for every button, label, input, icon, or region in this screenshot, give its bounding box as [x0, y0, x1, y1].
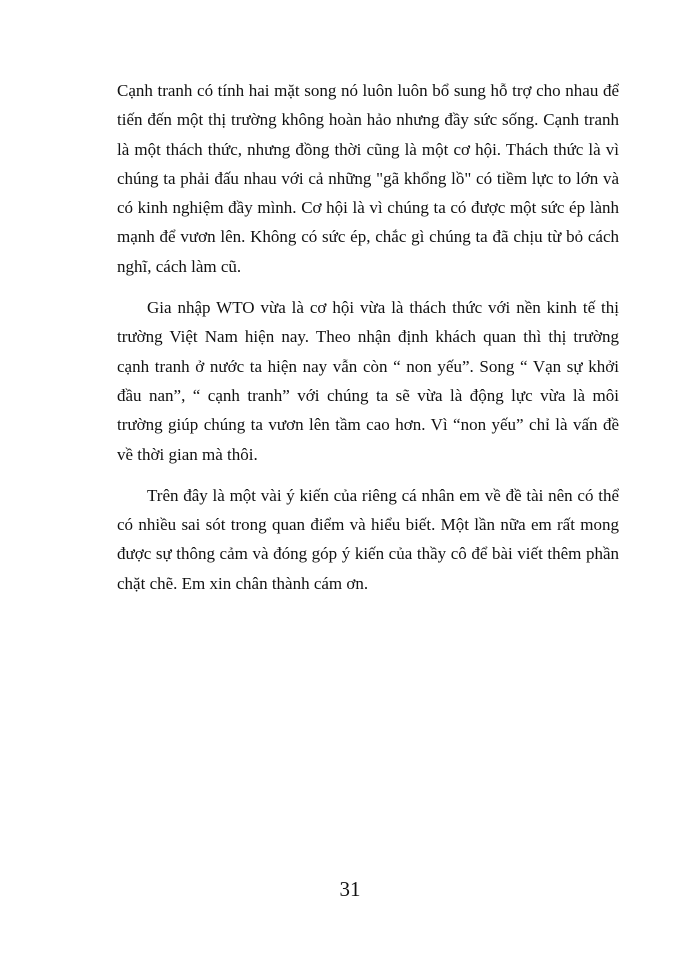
paragraph-competition: Cạnh tranh có tính hai mặt song nó luôn luôn bổ sung hỗ trợ cho nhau để tiến đến một thị trường không hoàn hảo nhưng đầy sức sống. Cạnh tranh là một thách thức, nhưng đồng thời cũng là một cơ hội. Thách thức là vì chúng ta phải đấu nhau với cả những "gã khổng lồ" có tiềm lực to lớn và có kinh nghiệm đầy mình. Cơ hội là vì chúng ta có được một sức ép lành mạnh để vươn lên. Không có sức ép, chắc gì chúng ta đã chịu từ bỏ cách nghĩ, cách làm cũ. — [117, 81, 619, 276]
body-text — [117, 76, 619, 610]
paragraph-wto: Gia nhập WTO vừa là cơ hội vừa là thách thức với nền kinh tế thị trường Việt Nam hiện nay. Theo nhận định khách quan thì thị trường cạnh tranh ở nước ta hiện nay vẫn còn “ non yếu”. Song “ Vạn sự khởi đầu nan”, “ cạnh tranh” với chúng ta sẽ vừa là động lực vừa là môi trường giúp chúng ta vươn lên tầm cao hơn. Vì “non yếu” chỉ là vấn đề về thời gian mà thôi. — [117, 298, 619, 464]
page-number: 31 — [339, 877, 361, 901]
paragraph-closing: Trên đây là một vài ý kiến của riêng cá nhân em về đề tài nên có thể có nhiều sai sót trong quan điểm và hiểu biết. Một lần nữa em rất mong được sự thông cảm và đóng góp ý kiến của thầy cô để bài viết thêm phần chặt chẽ. Em xin chân thành cám ơn. — [117, 485, 619, 593]
